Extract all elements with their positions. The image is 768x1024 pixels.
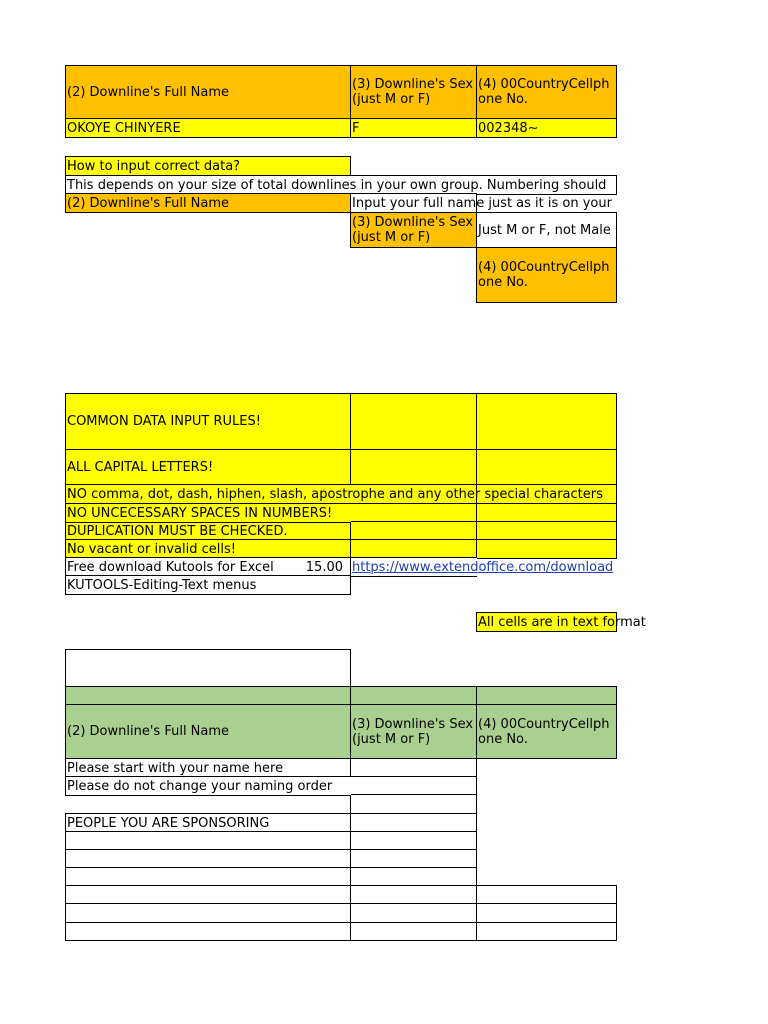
form-row-4b[interactable]	[350, 813, 477, 833]
form-phone-header: (4) 00CountryCellphone No.	[478, 716, 610, 747]
kutools-download-link[interactable]: https://www.extendoffice.com/download	[352, 559, 614, 575]
howto-title: How to input correct data?	[67, 158, 241, 174]
rule-text-4: DUPLICATION MUST BE CHECKED.	[67, 523, 288, 539]
form-row-6b[interactable]	[350, 849, 477, 869]
header-name-label: (2) Downline's Full Name	[67, 84, 230, 100]
howto-name-hint: Input your full name just as it is on your	[352, 195, 612, 211]
rule-cell-1[interactable]	[65, 449, 351, 485]
header-phone-cell[interactable]	[476, 65, 617, 119]
rule-cell-5b[interactable]	[350, 539, 477, 559]
form-row-7a[interactable]	[65, 867, 351, 887]
form-name-header-cell[interactable]	[65, 704, 351, 759]
rules-title-cell-c[interactable]	[476, 393, 617, 450]
form-row-3b[interactable]	[350, 794, 477, 814]
howto-name-label-cell[interactable]	[65, 193, 351, 213]
form-sex-header-cell[interactable]	[350, 704, 477, 759]
form-row-9c[interactable]	[476, 903, 617, 923]
rule-cell-4[interactable]	[65, 521, 351, 541]
form-row-2b[interactable]	[350, 776, 477, 796]
form-row-9a[interactable]	[65, 903, 351, 923]
kutools-link-cell[interactable]	[350, 557, 614, 577]
howto-name-hint-cell[interactable]	[350, 193, 612, 213]
form-green-bar-b[interactable]	[350, 686, 477, 705]
header-phone-label: (4) 00CountryCellphone No.	[478, 77, 610, 107]
form-row-5a[interactable]	[65, 831, 351, 851]
howto-phone-label-cell[interactable]	[476, 247, 617, 303]
howto-desc: This depends on your size of total downlines in your own group. Numbering should	[67, 177, 607, 193]
rule-cell-4c[interactable]	[476, 521, 617, 541]
form-start-cell[interactable]	[65, 758, 351, 778]
howto-sex-hint: Just M or F, not Male	[478, 222, 611, 238]
form-sex-header: (3) Downline's Sex (just M or F)	[352, 716, 474, 747]
form-green-bar-a[interactable]	[65, 686, 351, 705]
form-name-header: (2) Downline's Full Name	[67, 724, 230, 739]
form-row-10c[interactable]	[476, 922, 617, 941]
howto-sex-hint-cell[interactable]	[476, 212, 617, 248]
howto-title-cell[interactable]	[65, 156, 351, 176]
form-row-10a[interactable]	[65, 922, 351, 941]
form-row-8c[interactable]	[476, 885, 617, 905]
howto-desc-cell[interactable]	[65, 175, 607, 195]
rule-text-3: NO UNCECESSARY SPACES IN NUMBERS!	[67, 505, 333, 521]
howto-name-label: (2) Downline's Full Name	[67, 195, 230, 211]
howto-sex-label-cell[interactable]	[350, 212, 477, 248]
form-start-text: Please start with your name here	[67, 760, 284, 776]
kutools-menu: KUTOOLS-Editing-Text menus	[67, 577, 257, 593]
example-name-cell[interactable]	[65, 118, 351, 138]
example-sex-cell[interactable]	[350, 118, 477, 138]
form-blank-cell[interactable]	[65, 649, 351, 687]
example-sex: F	[352, 120, 360, 136]
rule-cell-3c[interactable]	[476, 503, 617, 523]
form-phone-header-cell[interactable]	[476, 704, 617, 759]
kutools-text: Free download Kutools for Excel	[67, 559, 274, 575]
kutools-cell[interactable]	[65, 557, 351, 577]
rule-cell-1c[interactable]	[476, 449, 617, 485]
rule-cell-4b[interactable]	[350, 521, 477, 541]
form-green-bar-c[interactable]	[476, 686, 617, 705]
overflow-mask	[617, 555, 768, 579]
overflow-mask-rules	[617, 480, 768, 510]
form-row-5b[interactable]	[350, 831, 477, 851]
howto-phone-label: (4) 00CountryCellphone No.	[478, 260, 610, 290]
form-order-cell[interactable]	[65, 776, 351, 796]
rules-title-cell[interactable]	[65, 393, 351, 450]
example-phone: 002348~	[478, 120, 539, 136]
example-name: OKOYE CHINYERE	[67, 120, 181, 136]
rule-cell-5c[interactable]	[476, 539, 617, 559]
rule-text-1: ALL CAPITAL LETTERS!	[67, 459, 214, 475]
header-sex-cell[interactable]	[350, 65, 477, 119]
form-row-8b[interactable]	[350, 885, 477, 905]
rule-text-2: NO comma, dot, dash, hiphen, slash, apostrophe and any other special characters	[67, 486, 603, 502]
rule-cell-5[interactable]	[65, 539, 351, 559]
form-sponsoring-text: PEOPLE YOU ARE SPONSORING	[67, 815, 270, 831]
overflow-mask-desc	[617, 170, 768, 200]
rule-cell-3b[interactable]	[350, 503, 477, 523]
kutools-version: 15.00	[305, 559, 343, 575]
form-row-6a[interactable]	[65, 849, 351, 869]
form-row-9b[interactable]	[350, 903, 477, 923]
form-row-1b[interactable]	[350, 758, 477, 778]
kutools-menu-cell[interactable]	[65, 575, 351, 595]
rule-text-5: No vacant or invalid cells!	[67, 541, 236, 557]
rule-cell-1b[interactable]	[350, 449, 477, 485]
text-format-note-cell[interactable]	[476, 612, 646, 632]
form-row-7b[interactable]	[350, 867, 477, 887]
form-order-text: Please do not change your naming order	[67, 778, 333, 794]
rule-cell-3[interactable]	[65, 503, 351, 523]
form-sponsoring-cell[interactable]	[65, 813, 351, 833]
form-row-8a[interactable]	[65, 885, 351, 905]
rules-title: COMMON DATA INPUT RULES!	[67, 414, 261, 429]
example-phone-cell[interactable]	[476, 118, 617, 138]
header-name-cell[interactable]	[65, 65, 351, 119]
rules-title-cell-b[interactable]	[350, 393, 477, 450]
text-format-note: All cells are in text format	[478, 614, 646, 630]
form-row-10b[interactable]	[350, 922, 477, 941]
header-sex-label: (3) Downline's Sex (just M or F)	[352, 77, 474, 107]
rule-cell-2[interactable]	[65, 484, 603, 504]
howto-sex-label: (3) Downline's Sex (just M or F)	[352, 215, 474, 245]
